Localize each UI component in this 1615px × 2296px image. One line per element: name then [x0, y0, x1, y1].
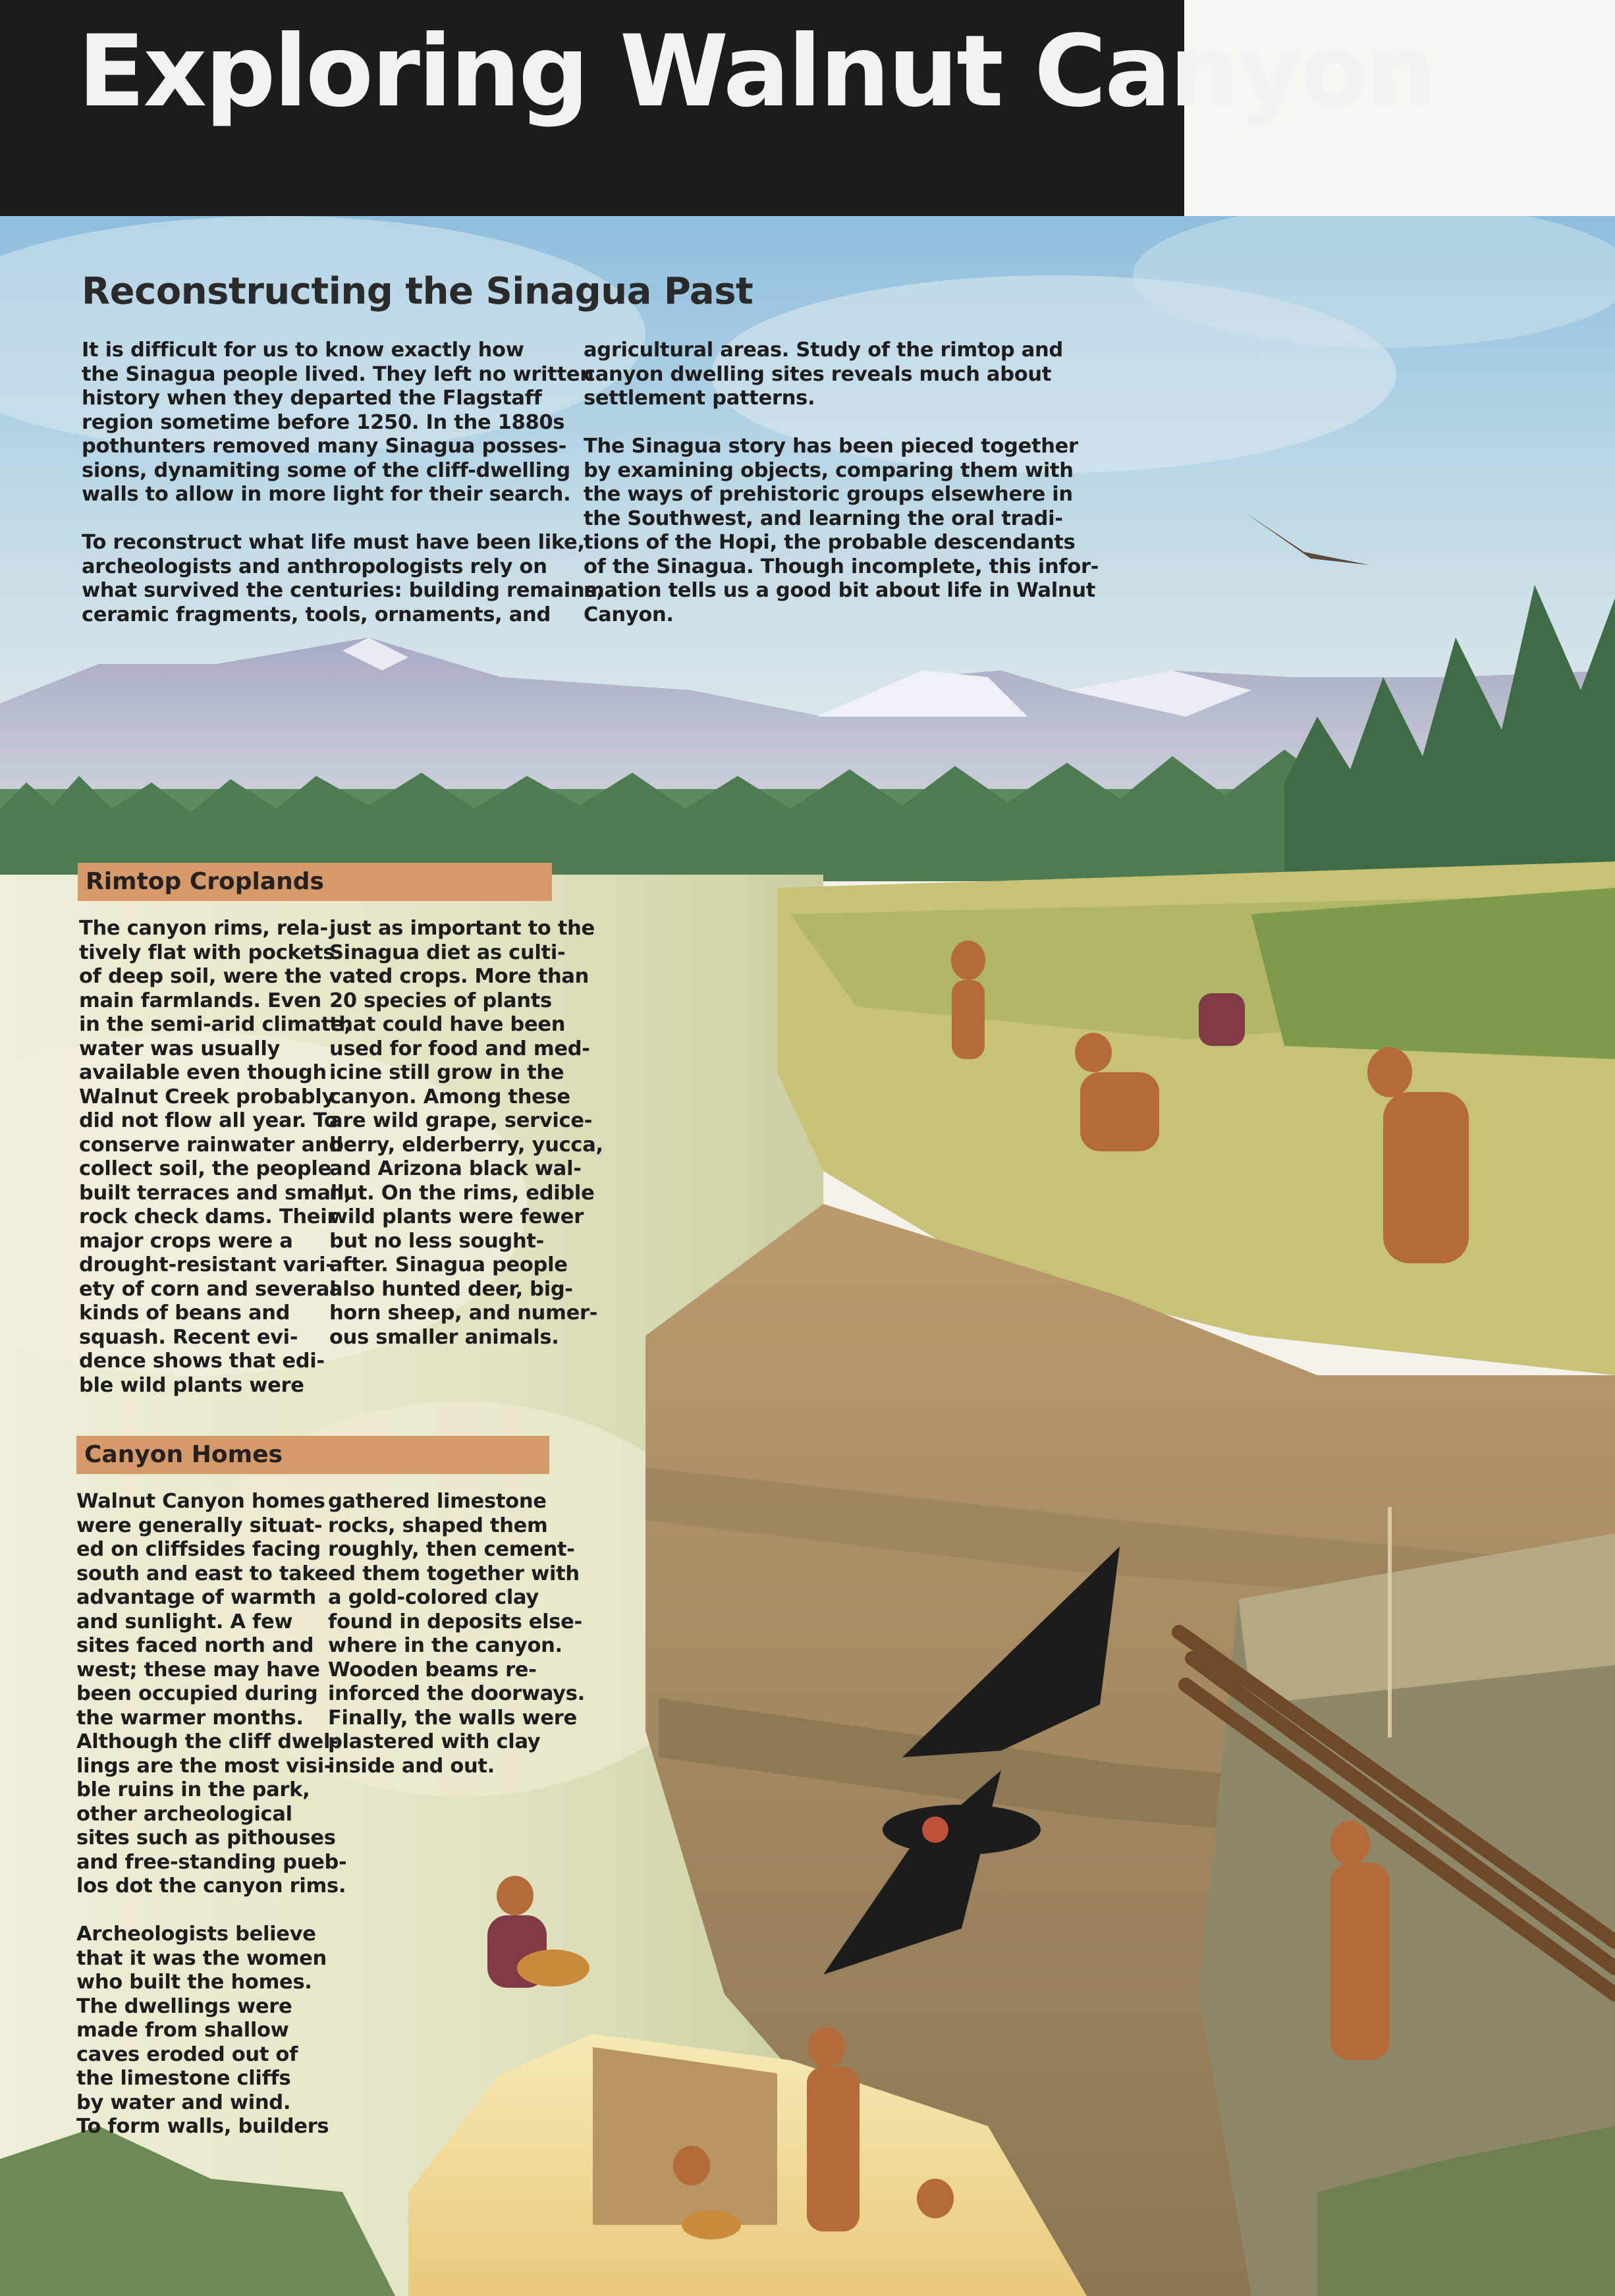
homes-column-1: Walnut Canyon homes were generally situat- ed on cliffsides facing south and east to take advantage of warmth and sunlight. A few sites faced north and west; these may have been occupied during the warmer months. Although the cliff dwel- lings are the most visi- ble ruins in the park, other archeological sites such as pithouses and free-standing pueb- los dot the canyon rims. Archeologists believe that it was the women who built the homes. The dwellings were made from shallow caves eroded out of the limestone cliffs by water and wind. To form walls, builders	[76, 1490, 347, 2138]
rimtop-column-2: just as important to the Sinagua diet as culti- vated crops. More than 20 species of plants that could have been used for food and med- icine still grow in the canyon. Among these are wild grape, service- berry, elderberry, yucca, and Arizona black wal- nut. On the rims, edible wild plants were fewer but no less sought- after. Sinagua people also hunted deer, big- horn sheep, and numer- ous smaller animals.	[329, 917, 603, 1349]
section-band-homes	[76, 1436, 549, 1474]
reconstructing-column-1: It is difficult for us to know exactly how the Sinagua people lived. They left no written history when they departed the Flagstaff region sometime before 1250. In the 1880s pothunters removed many Sinagua posses- sions, dynamiting some of the cliff-dwelling walls to allow in more light for their search. To reconstruct what life must have been like, archeologists and anthropologists rely on what survived the centuries: building remains, ceramic fragments, tools, ornaments, and	[82, 339, 604, 626]
section-band-rimtop	[78, 863, 552, 901]
rimtop-column-1: The canyon rims, rela- tively flat with pockets of deep soil, were the main farmlands. Even in the semi-arid climate, water was usually available even though Walnut Creek probably did not flow all year. To conserve rainwater and collect soil, the people built terraces and small, rock check dams. Their major crops were a drought-resistant vari- ety of corn and several kinds of beans and squash. Recent evi- dence shows that edi- ble wild plants were	[79, 917, 352, 1397]
reconstructing-column-2: agricultural areas. Study of the rimtop and canyon dwelling sites reveals much about settlement patterns. The Sinagua story has been pieced together by examining objects, comparing them with the ways of prehistoric groups elsewhere in the Southwest, and learning the oral tradi- tions of the Hopi, the probable descendants of the Sinagua. Though incomplete, this infor- mation tells us a good bit about life in Walnut Canyon.	[584, 339, 1099, 626]
section-heading-rimtop: Rimtop Croplands	[86, 868, 324, 895]
section-heading-reconstructing: Reconstructing the Sinagua Past	[82, 270, 753, 313]
page-title: Exploring Walnut Canyon	[78, 14, 1435, 129]
section-heading-homes: Canyon Homes	[84, 1441, 283, 1468]
homes-column-2: gathered limestone rocks, shaped them roughly, then cement- ed them together with a gold-colored clay found in deposits else- where in the canyon. Wooden beams re- inforced the doorways. Finally, the walls were plastered with clay inside and out.	[328, 1490, 585, 1778]
